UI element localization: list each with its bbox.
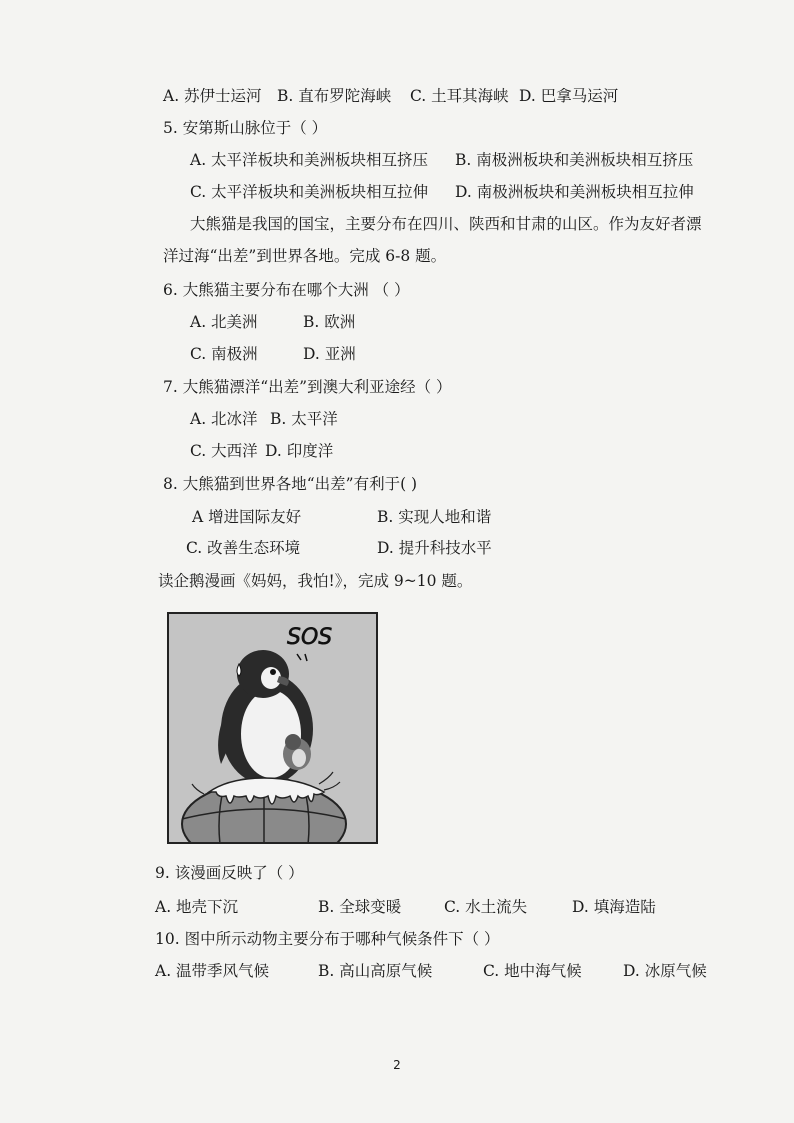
q6-option-c[interactable]: C. 南极洲	[190, 345, 258, 363]
q8-stem: 8. 大熊猫到世界各地“出差”有利于( )	[163, 475, 418, 493]
q5-stem: 5. 安第斯山脉位于（ ）	[163, 119, 328, 137]
q4-option-b[interactable]: B. 直布罗陀海峡	[277, 87, 392, 105]
panda-intro-line2: 洋过海“出差”到世界各地。完成 6-8 题。	[163, 247, 447, 265]
q8-option-b[interactable]: B. 实现人地和谐	[377, 508, 492, 526]
q6-option-d[interactable]: D. 亚洲	[303, 345, 356, 363]
q5-option-d[interactable]: D. 南极洲板块和美洲板块相互拉伸	[455, 183, 694, 201]
penguin-intro: 读企鹅漫画《妈妈，我怕!》，完成 9~10 题。	[158, 572, 473, 590]
penguin-cartoon	[167, 612, 378, 844]
penguin-cartoon-drawing	[169, 614, 376, 842]
q7-option-c[interactable]: C. 大西洋	[190, 442, 258, 460]
q5-option-c[interactable]: C. 太平洋板块和美洲板块相互拉伸	[190, 183, 429, 201]
sos-text: SOS	[287, 625, 333, 650]
q5-option-b[interactable]: B. 南极洲板块和美洲板块相互挤压	[455, 151, 694, 169]
q8-option-d[interactable]: D. 提升科技水平	[377, 539, 492, 557]
q6-option-a[interactable]: A. 北美洲	[190, 313, 258, 331]
q10-option-d[interactable]: D. 冰原气候	[623, 962, 707, 980]
q8-option-c[interactable]: C. 改善生态环境	[186, 539, 301, 557]
q6-option-b[interactable]: B. 欧洲	[303, 313, 356, 331]
page-number: 2	[393, 1058, 401, 1072]
q9-option-a[interactable]: A. 地壳下沉	[155, 898, 239, 916]
panda-intro-line1: 大熊猫是我国的国宝，主要分布在四川、陕西和甘肃的山区。作为友好者漂	[190, 215, 702, 233]
q4-option-c[interactable]: C. 土耳其海峡	[410, 87, 509, 105]
q4-option-d[interactable]: D. 巴拿马运河	[519, 87, 619, 105]
q7-option-d[interactable]: D. 印度洋	[265, 442, 334, 460]
q9-stem: 9. 该漫画反映了（ ）	[155, 864, 304, 882]
q9-option-b[interactable]: B. 全球变暖	[318, 898, 402, 916]
q5-option-a[interactable]: A. 太平洋板块和美洲板块相互挤压	[190, 151, 429, 169]
q10-option-b[interactable]: B. 高山高原气候	[318, 962, 433, 980]
q10-option-c[interactable]: C. 地中海气候	[483, 962, 582, 980]
q7-option-b[interactable]: B. 太平洋	[270, 410, 338, 428]
q6-stem: 6. 大熊猫主要分布在哪个大洲 （ ）	[163, 281, 410, 299]
q10-stem: 10. 图中所示动物主要分布于哪种气候条件下（ ）	[155, 930, 500, 948]
q9-option-d[interactable]: D. 填海造陆	[572, 898, 656, 916]
q7-stem: 7. 大熊猫漂洋“出差”到澳大利亚途经（ ）	[163, 378, 452, 396]
q7-option-a[interactable]: A. 北冰洋	[190, 410, 258, 428]
q9-option-c[interactable]: C. 水土流失	[444, 898, 528, 916]
q4-option-a[interactable]: A. 苏伊士运河	[163, 87, 262, 105]
q8-option-a[interactable]: A 增进国际友好	[192, 508, 302, 526]
q10-option-a[interactable]: A. 温带季风气候	[155, 962, 270, 980]
